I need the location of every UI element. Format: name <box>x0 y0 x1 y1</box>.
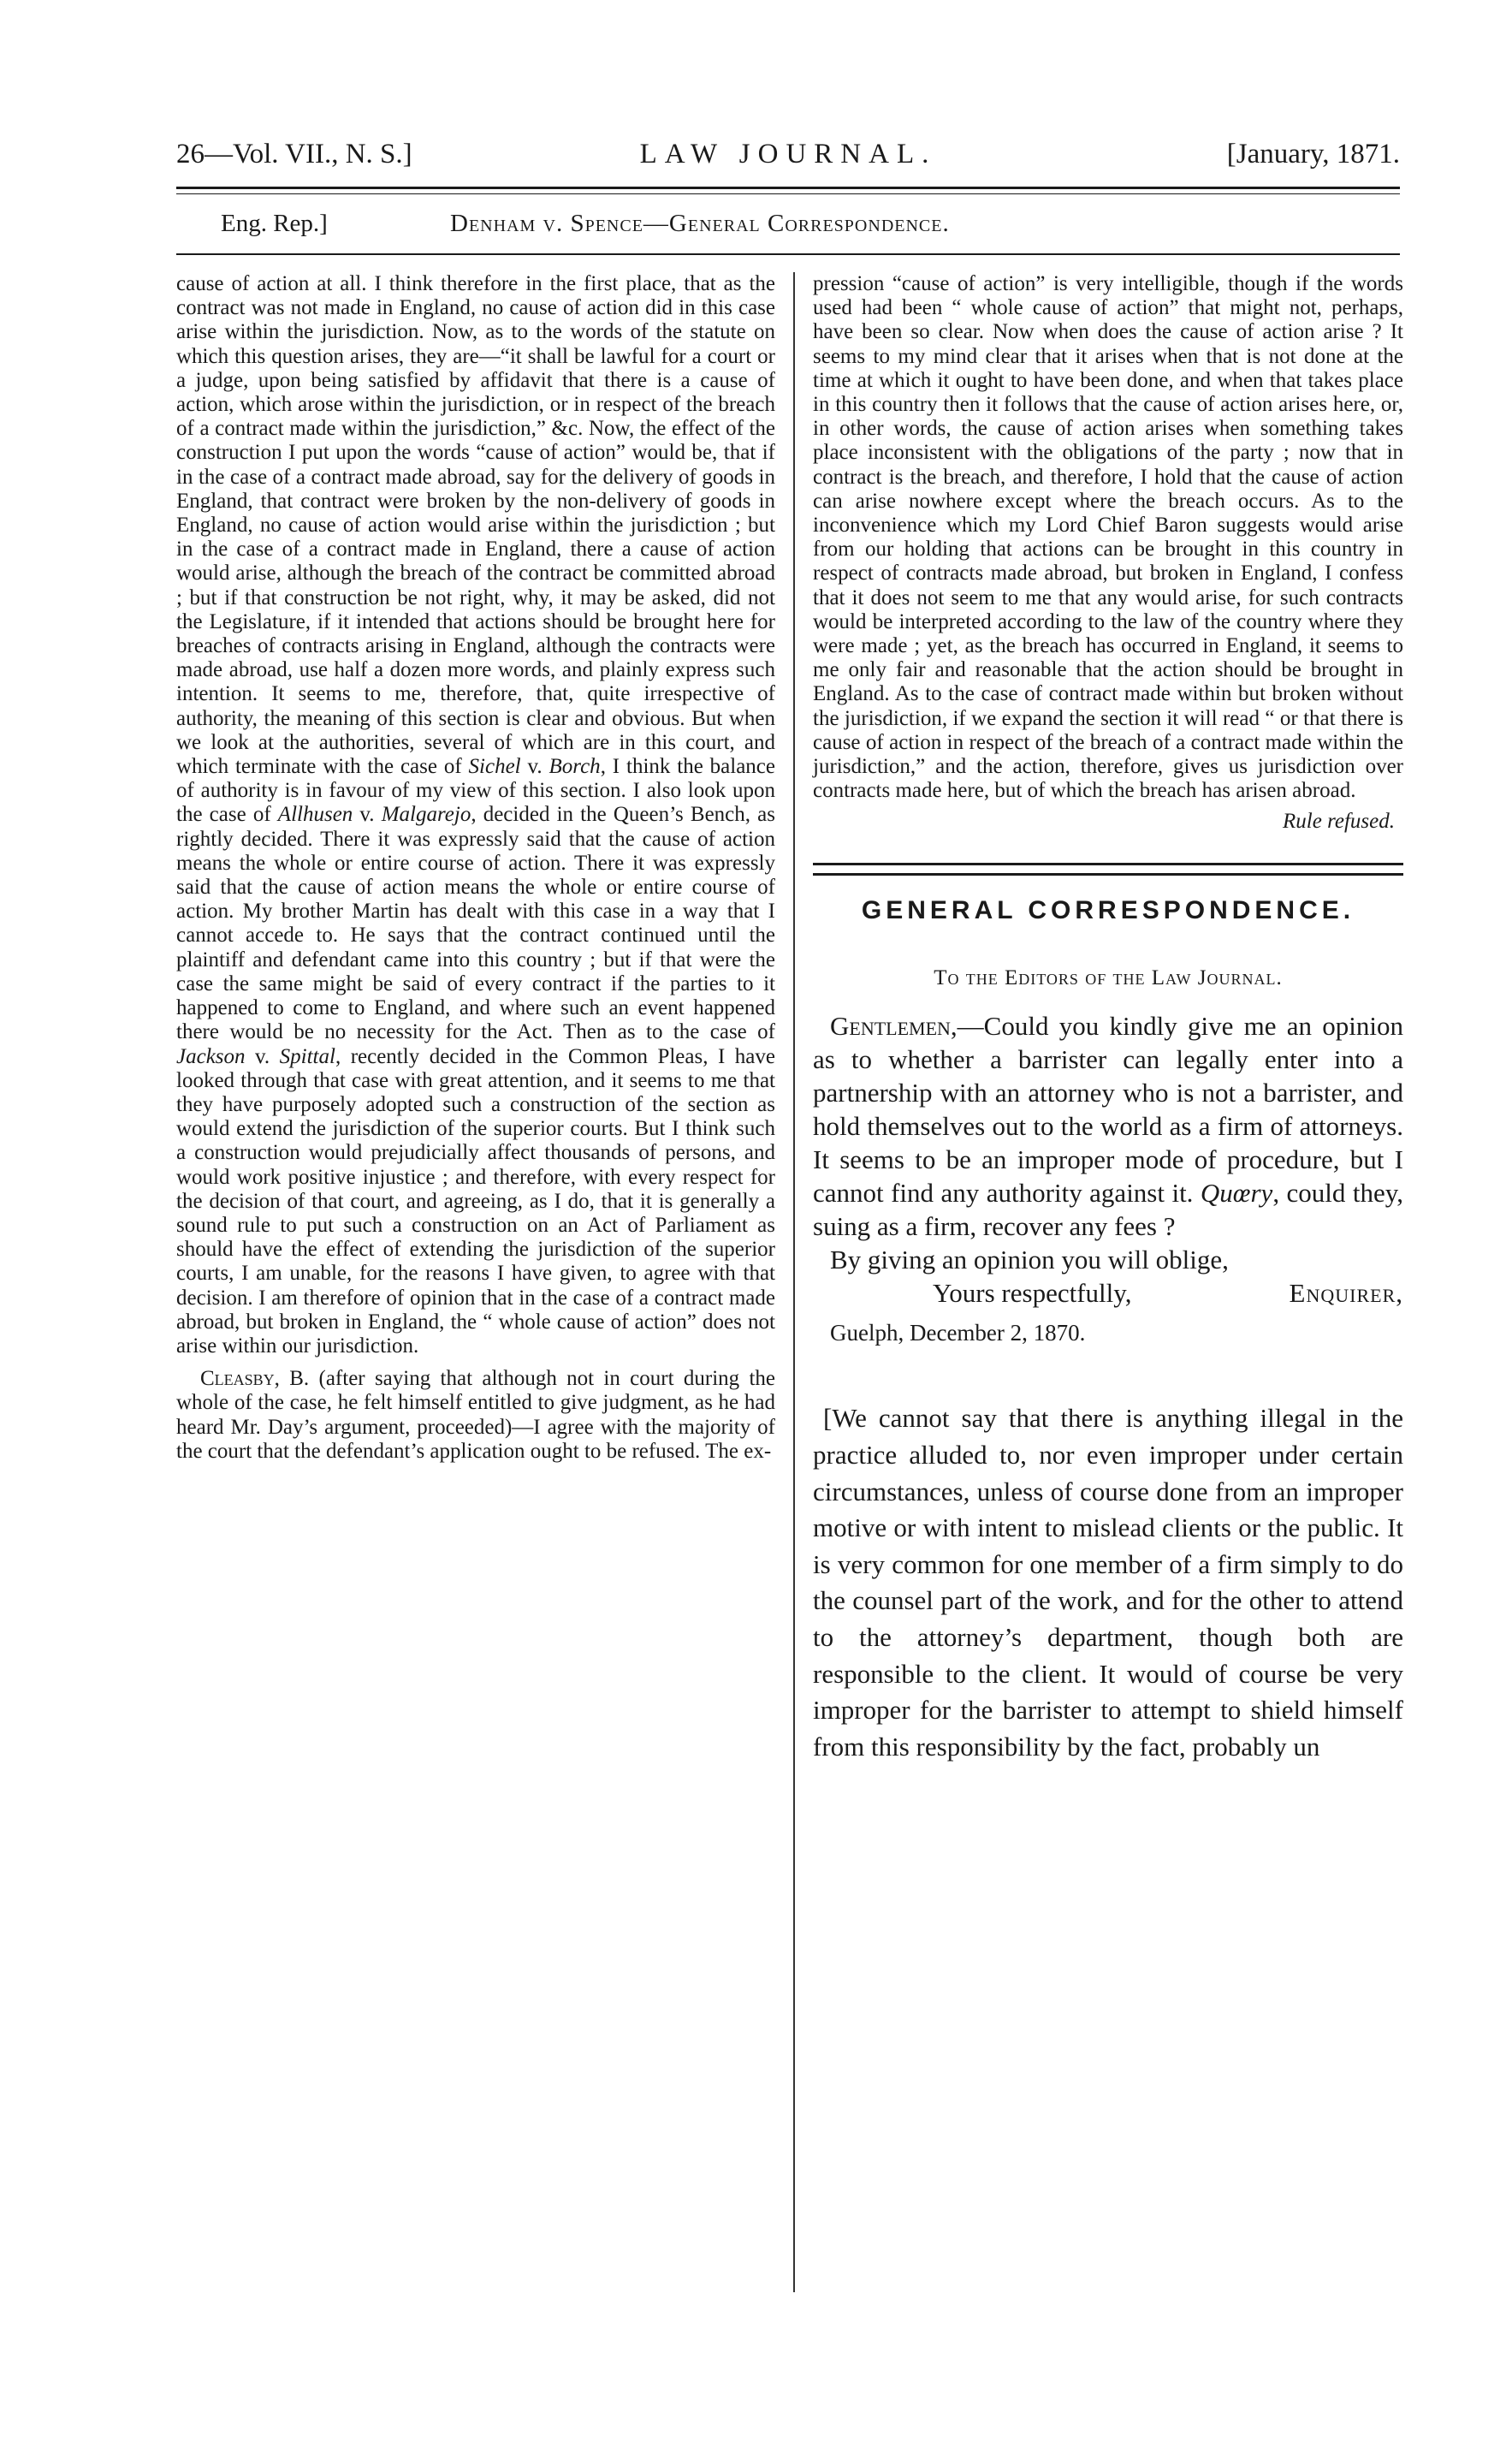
cleasby-paragraph <box>176 1367 775 1464</box>
correspondence-heading: GENERAL CORRESPONDENCE. <box>861 896 1355 925</box>
smallcaps-run: Cleasby, B. <box>200 1367 310 1391</box>
editors-reply: [We cannot say that there is anything illegal in the practice alluded to, nor even improper under certain circumstances, unless of course done from an improper motive or with intent to mislead clients or the public. It is very common for one member of a firm simply to do the counsel part of the work, and for the other to attend to the attorney’s department, though both are responsible to the client. It would of course be very improper for the barrister to attempt to shield himself from this responsibility by the fact, probably un <box>813 1403 1403 1762</box>
smallcaps-run: Gentlemen, <box>830 1011 958 1042</box>
italic-run: Borch <box>548 755 601 779</box>
column-divider <box>793 272 795 2292</box>
left-column <box>176 272 775 1464</box>
italic-run: Malgarejo <box>381 803 471 827</box>
italic-run: Quœry <box>1200 1178 1273 1209</box>
subheader-rule <box>176 253 1400 255</box>
text-run: v. <box>245 1044 280 1068</box>
text-run: , decided in the Queen’s Bench, as rightly decided. There it was expressly said that the cause of action means the whole or entire course of action. There it was expressly said that the cause of action means the whole or entire course of action. My brother Martin has dealt with this case in a way that I cannot accede to. He says that the contract continued until the plaintiff and defendant came into this country ; but if that were the case the same might be said of every contract if the parties to it happened to come to England, and where such an event happened there would be no necessity for the Act. Then as to the case of <box>176 803 775 1044</box>
signature: Enquirer, <box>1289 1278 1403 1309</box>
right-column <box>813 272 1403 1765</box>
subheader-case-title: Denham v. Spence—General Correspondence. <box>450 210 950 237</box>
italic-run: Allhusen <box>277 803 353 827</box>
to-editors-line: To the Editors of the Law Journal. <box>934 966 1283 990</box>
valediction: Yours respectfully, <box>933 1278 1132 1309</box>
text-run: v. <box>520 755 549 779</box>
section-ornament-rule <box>813 863 1403 876</box>
letter-body <box>813 1009 1403 1243</box>
text-run: , recently decided in the Common Pleas, I have looked through that case with great attention, and it seems to me that they have purposely adopted such a construction of the section as would extend the jurisdiction of the superior courts. But I think such a construction would prejudicially affect thousands of persons, and would work positive injustice ; and therefore, with every respect for the decision of that court, and agreeing, as I do, that it is generally a sound rule to put such a construction on an Act of Parliament as should have the effect of extending the jurisdiction of the superior courts, I am unable, for the reasons I have given, to agree with that decision. I am therefore of opinion that in the case of a contract made abroad, but broken in England, the “ whole cause of action” does not arise within our jurisdiction. <box>176 1044 775 1358</box>
header-date: [January, 1871. <box>1226 139 1400 169</box>
italic-run: Sichel <box>468 755 521 779</box>
judgment-continuation: pression “cause of action” is very intelligible, though if the words used had been “ whole cause of action” that might not, perhaps, have been so clear. Now when does the cause of action arise ? It seems to my mind clear that it arises when that is not done at the time at which it ought to have been done, and when that takes place in this country then it follows that the cause of action arises here, or, in other words, the cause of action arises when something takes place inconsistent with the obligations of the party ; now that in contract is the breach, and therefore, I hold that the cause of action can arise nowhere except where the breach occurs. As to the inconvenience which my Lord Chief Baron suggests would arise from our holding that actions can be brought in this country in respect of contracts made abroad, but broken in England, I confess that it does not seem to me that any would arise, for such contracts would be interpreted according to the law of the country where they were made ; yet, as the breach has occurred in England, it seems to me only fair and reasonable that the action should be brought in England. As to the case of contract made within but broken without the jurisdiction, if we expand the section it will read “ or that there is cause of action in respect of the breach of a contract made within the jurisdiction,” and the action, therefore, gives us jurisdiction over contracts made here, but of which the breach has arisen abroad. <box>813 272 1403 803</box>
text-run: —Could you kindly give me an opinion as to whether a barrister can legally enter into a partnership with an attorney who is not a barrister, and hold themselves out to the world as a firm of attorneys. It seems to be an improper mode of procedure, but I cannot find any authority against it. <box>813 1011 1403 1209</box>
subheader-report: Eng. Rep.] <box>221 210 328 237</box>
italic-run: Jackson <box>176 1044 246 1068</box>
rule-refused: Rule refused. <box>1283 810 1395 834</box>
header-volume: 26—Vol. VII., N. S.] <box>176 139 412 169</box>
text-run: , I think the balance of authority is in favour of my view of this section. I also look upon the case of <box>176 755 776 827</box>
text-run: , could they, suing as a firm, recover any fees ? <box>813 1178 1404 1242</box>
header-rule-thin <box>176 193 1400 194</box>
italic-run: Spittal <box>279 1044 335 1068</box>
text-run: cause of action at all. I think therefore in the first place, that as the contract was not made in England, no cause of action did in this case arise within the jurisdiction. Now, as to the words of the statute on which this question arises, they are—“it shall be lawful for a court or a judge, upon being satisfied by affidavit that there is a cause of action, which arose within the jurisdiction, or in respect of the breach of a contract made within the jurisdiction,” &c. Now, the effect of the construction I put upon the words “cause of action” would be, that if in the case of a contract made abroad, say for the delivery of goods in England, that contract were broken by the non-delivery of goods in England, no cause of action would arise within the jurisdiction ; but in the case of a contract made in England, there a cause of action would arise, although the breach of the contract be committed abroad ; but if that construction be not right, why, it may be asked, did not the Legislature, if it intended that actions should be brought here for breaches of contracts arising in England, although the contracts were made abroad, use half a dozen more words, and plainly express such intention. It seems to me, therefore, that, quite irrespective of authority, the meaning of this section is clear and obvious. But when we look at the authorities, several of which are in this court, and which terminate with the case of <box>176 272 775 779</box>
header-rule-thick <box>176 187 1400 189</box>
running-header <box>176 139 1400 176</box>
letter-closing: By giving an opinion you will oblige, <box>830 1245 1229 1275</box>
judgment-paragraph <box>176 272 775 1358</box>
section-subheader <box>176 210 1400 241</box>
signature-line <box>813 1276 1403 1310</box>
text-run: (after saying that although not in court during the whole of the case, he felt himself entitled to give judgment, as he had heard Mr. Day’s argument, proceeded)—I agree with the majority of the court that the defendant’s application ought to be refused. The ex- <box>176 1367 776 1463</box>
text-run: v. <box>353 803 382 827</box>
header-journal-title: LAW JOURNAL. <box>639 139 937 169</box>
place-date: Guelph, December 2, 1870. <box>830 1320 1086 1346</box>
